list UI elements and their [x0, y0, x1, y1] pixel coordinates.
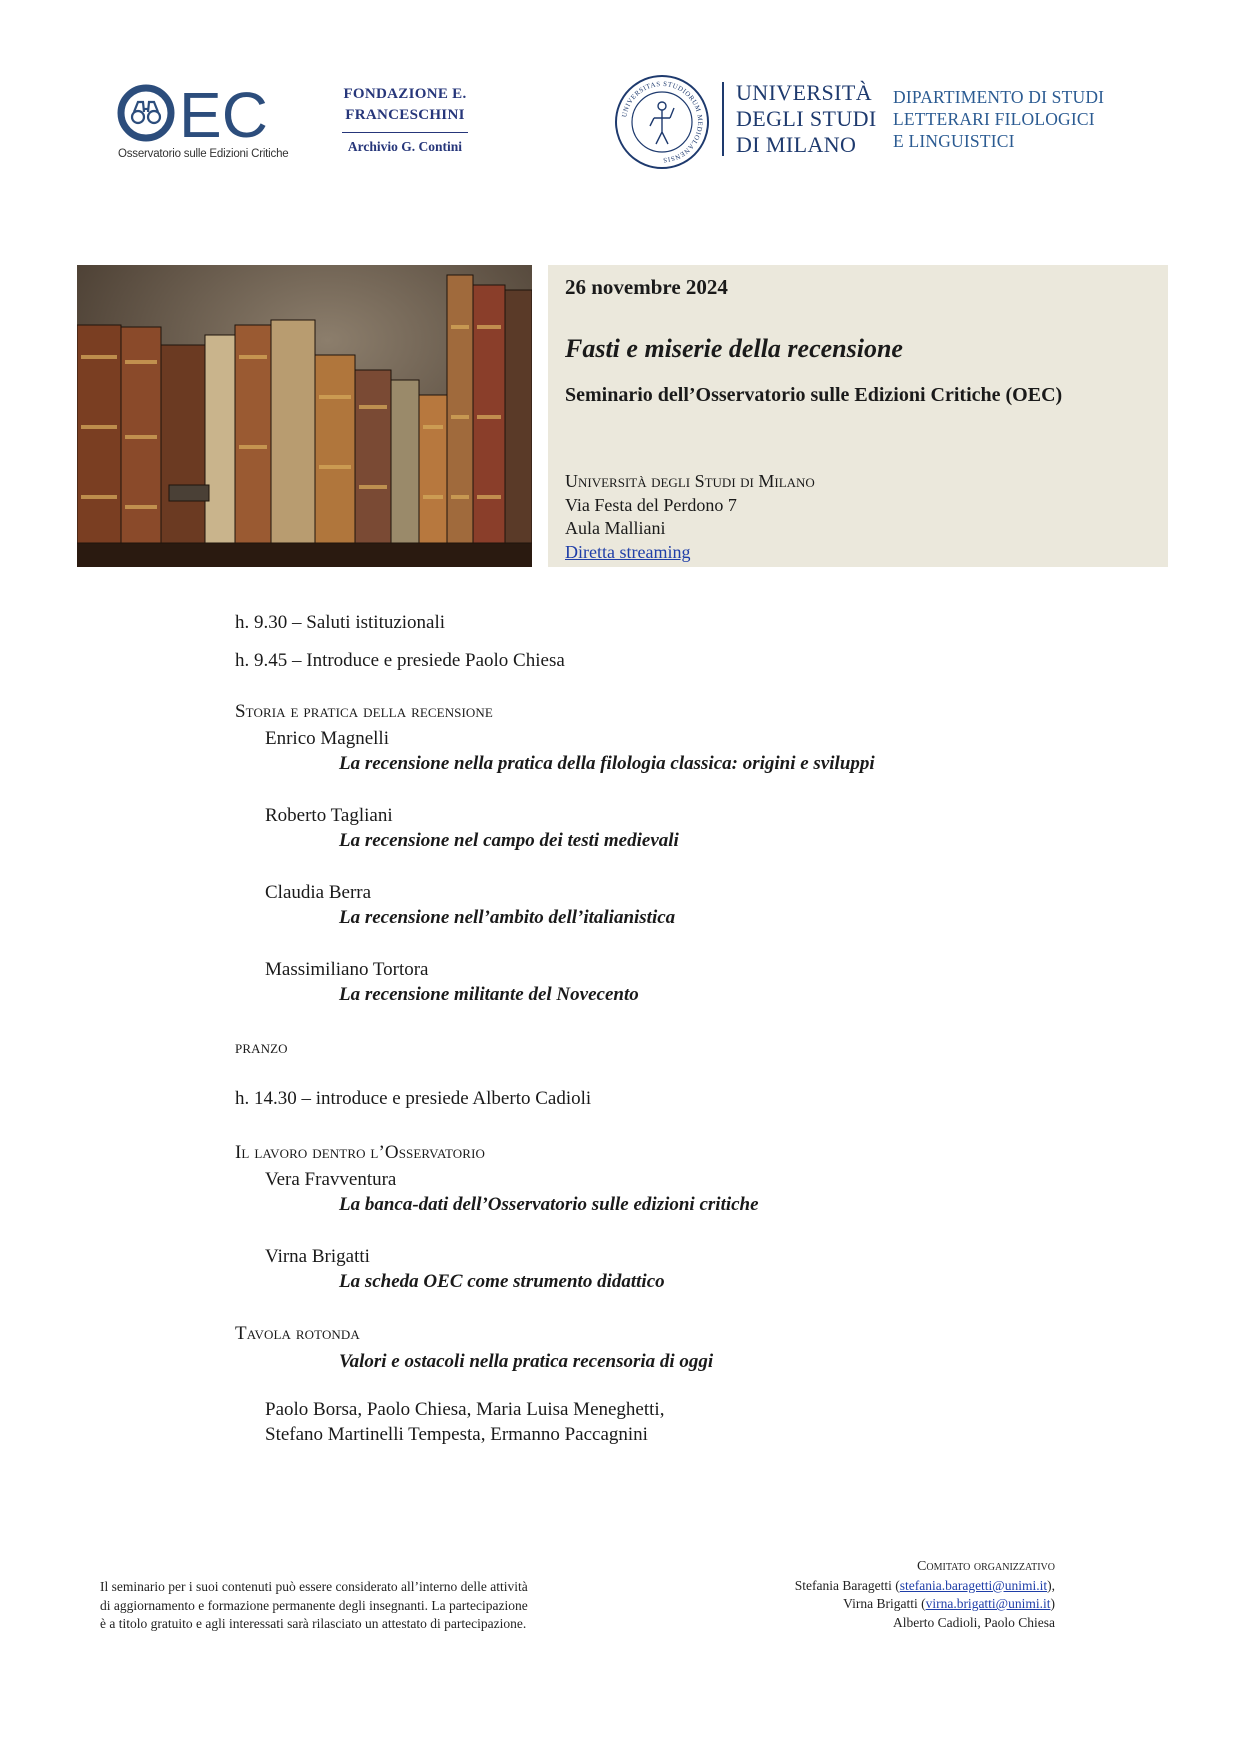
section-tavola-rotonda: Tavola rotonda	[235, 1323, 360, 1344]
footer-note-line3: è a titolo gratuito e agli interessati sarà rilasciato un attestato di partecipazione.	[100, 1616, 527, 1631]
antique-books-image	[77, 265, 532, 567]
schedule-slot-0945: h. 9.45 – Introduce e presiede Paolo Chiesa	[235, 650, 565, 671]
round-table-participants-line1: Paolo Borsa, Paolo Chiesa, Maria Luisa Meneghetti,	[265, 1399, 665, 1420]
committee-member-name: Virna Brigatti	[843, 1596, 918, 1611]
speaker-name: Claudia Berra	[265, 882, 372, 903]
event-title: Fasti e miserie della recensione	[565, 334, 903, 363]
department-name-line2: LETTERARI FILOLOGICI	[893, 109, 1095, 129]
talk-title: La recensione nel campo dei testi medievali	[339, 830, 679, 851]
department-name	[893, 86, 1104, 152]
fondazione-franceschini-logo	[330, 84, 480, 155]
section-storia-e-pratica: Storia e pratica della recensione	[235, 701, 493, 722]
organizing-committee	[635, 1558, 1055, 1632]
venue-room: Aula Malliani	[565, 518, 666, 538]
university-name-line2: DEGLI STUDI	[736, 106, 877, 131]
speaker-name: Roberto Tagliani	[265, 805, 393, 826]
event-date: 26 novembre 2024	[565, 275, 728, 299]
footer-note-line1: Il seminario per i suoi contenuti può essere considerato all’interno delle attività	[100, 1579, 528, 1594]
committee-member-name: Stefania Baragetti	[794, 1577, 892, 1593]
oec-logo-mark	[116, 82, 286, 144]
talk-title: La scheda OEC come strumento didattico	[339, 1271, 665, 1292]
oec-tagline: Osservatorio sulle Edizioni Critiche	[118, 148, 289, 160]
fondazione-line1: FONDAZIONE E.	[343, 86, 467, 102]
speaker-name: Virna Brigatti	[265, 1246, 370, 1267]
venue	[565, 470, 815, 564]
committee-heading: Comitato organizzativo	[917, 1559, 1055, 1574]
committee-member: Stefania Baragetti (stefania.baragetti@unimi.it),	[794, 1577, 1055, 1593]
committee-member-email[interactable]: virna.brigatti@unimi.it	[925, 1596, 1051, 1611]
lunch-break: pranzo	[235, 1037, 288, 1058]
university-name-line1: UNIVERSITÀ	[736, 80, 872, 105]
committee-members-other: Alberto Cadioli, Paolo Chiesa	[893, 1614, 1055, 1630]
committee-member: Virna Brigatti (virna.brigatti@unimi.it)	[843, 1596, 1055, 1611]
event-subtitle: Seminario dell’Osservatorio sulle Edizioni Critiche (OEC)	[565, 384, 1063, 406]
header-separator	[722, 82, 724, 156]
talk-title: La recensione nell’ambito dell’italianistica	[339, 907, 676, 928]
talk-title: La recensione nella pratica della filologia classica: origini e sviluppi	[339, 753, 875, 774]
oec-logo	[116, 82, 289, 166]
fondazione-divider	[342, 132, 468, 133]
university-seal-icon	[614, 74, 710, 170]
department-name-line1: DIPARTIMENTO DI STUDI	[893, 87, 1105, 107]
round-table-title: Valori e ostacoli nella pratica recensoria di oggi	[339, 1351, 714, 1372]
seal-text: UNIVERSITAS STUDIORUM MEDIOLANENSIS	[621, 80, 704, 164]
venue-address: Via Festa del Perdono 7	[565, 494, 737, 515]
fondazione-archive: Archivio G. Contini	[347, 139, 463, 154]
section-lavoro-osservatorio: Il lavoro dentro l’Osservatorio	[235, 1142, 485, 1163]
fondazione-line2: FRANCESCHINI	[345, 107, 465, 123]
footer-note-line2: di aggiornamento e formazione permanente degli insegnanti. La partecipazione	[100, 1597, 528, 1613]
committee-member-email[interactable]: stefania.baragetti@unimi.it	[899, 1577, 1048, 1593]
talk-title: La recensione militante del Novecento	[339, 984, 639, 1005]
speaker-name: Vera Fravventura	[265, 1169, 397, 1190]
schedule-slot-1430: h. 14.30 – introduce e presiede Alberto Cadioli	[235, 1088, 592, 1109]
speaker-name: Enrico Magnelli	[265, 728, 389, 749]
event-info-box	[548, 265, 1168, 567]
oec-logo-text: EC	[179, 82, 268, 144]
talk-title: La banca-dati dell’Osservatorio sulle edizioni critiche	[339, 1194, 759, 1215]
footer-note	[100, 1578, 620, 1634]
round-table-participants-line2: Stefano Martinelli Tempesta, Ermanno Paccagnini	[265, 1424, 648, 1445]
venue-university: Università degli Studi di Milano	[565, 471, 815, 491]
university-name-line3: DI MILANO	[736, 132, 857, 157]
books-illustration	[77, 265, 532, 567]
department-name-line3: E LINGUISTICI	[893, 131, 1015, 151]
schedule-slot-0930: h. 9.30 – Saluti istituzionali	[235, 612, 446, 633]
streaming-link[interactable]: Diretta streaming	[565, 541, 691, 562]
university-name	[736, 80, 877, 158]
speaker-name: Massimiliano Tortora	[265, 959, 429, 980]
